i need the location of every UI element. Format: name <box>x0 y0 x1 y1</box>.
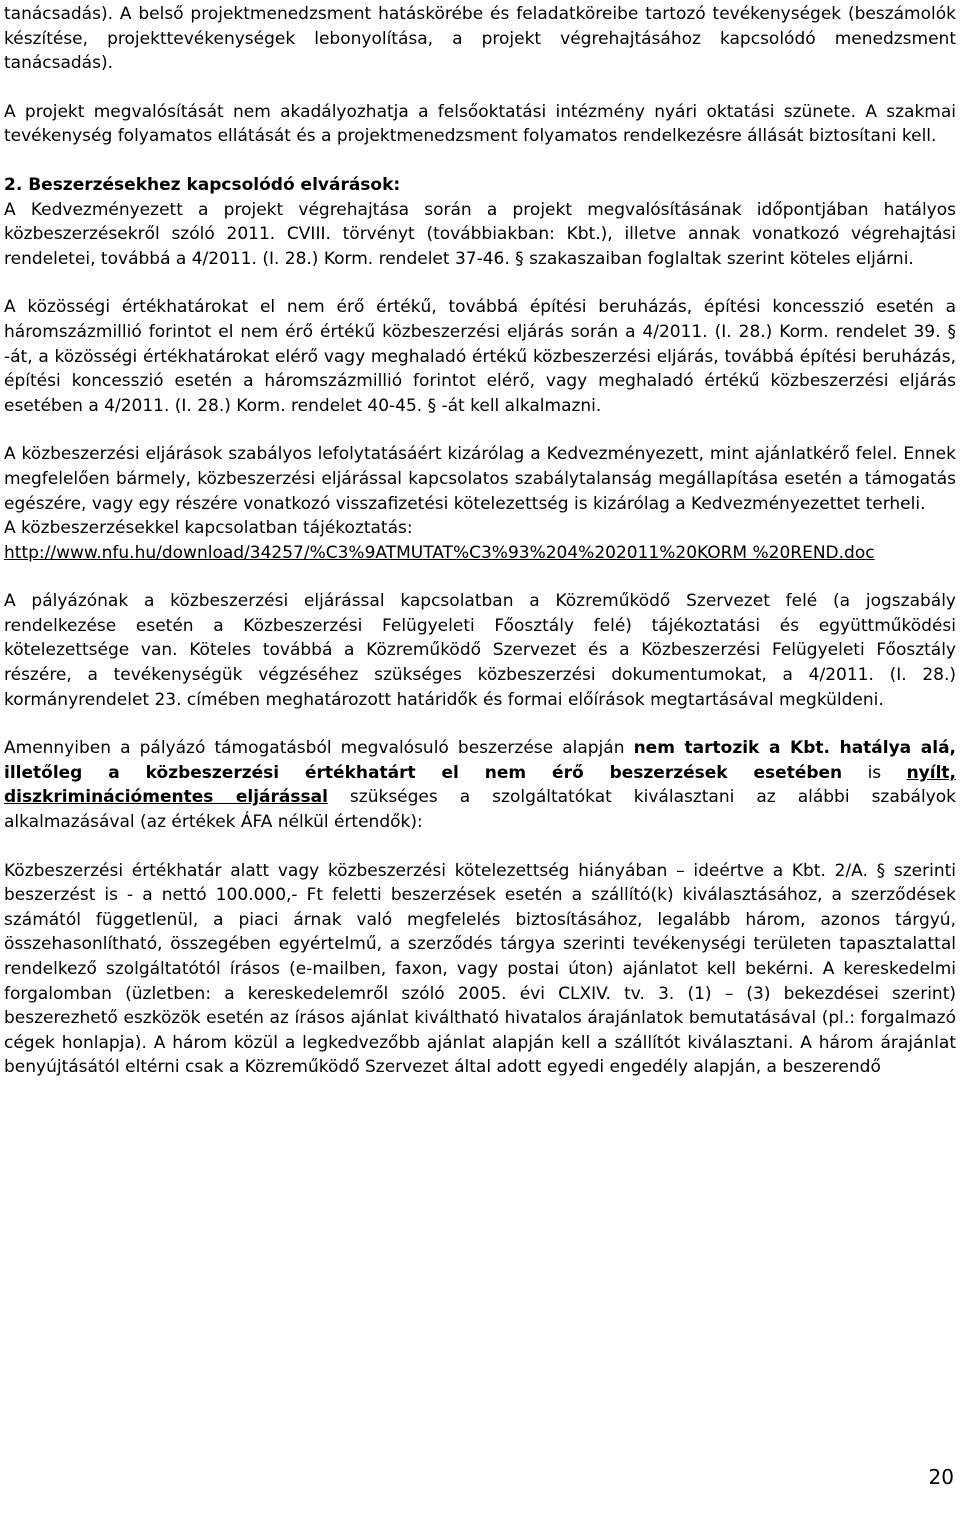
paragraph-gap <box>4 712 956 736</box>
paragraph-gap <box>4 565 956 589</box>
document-body <box>4 2 956 1080</box>
paragraph-open-procedure <box>4 736 956 834</box>
paragraph-info-label: A közbeszerzésekkel kapcsolatban tájékoztatás: <box>4 518 413 539</box>
paragraph-gap <box>4 271 956 295</box>
open-procedure-bold-underlined: nyílt, diszkriminációmentes eljárással <box>4 762 957 808</box>
paragraph-summer-break: A projekt megvalósítását nem akadályozhatja a felsőoktatási intézmény nyári oktatási szünete. A szakmai tevékenység folyamatos ellátását és a projektmenedzsment folyamatos rendelkezésre állását biztosítani kell. <box>4 101 956 147</box>
paragraph-gap <box>4 76 956 100</box>
open-procedure-text-c: is <box>842 762 907 783</box>
paragraph-gap <box>4 149 956 173</box>
paragraph-below-threshold: Közbeszerzési értékhatár alatt vagy közbeszerzési kötelezettség hiányában – ideértve a Kbt. 2/A. § szerinti beszerzést is - a nettó 100.000,- Ft feletti beszerzések esetén a szállító(k) kiválasztásához, a szerződések számától függetlenül, a piaci árnak való megfelelés biztosításához, legalább három, azonos tárgyú, összehasonlítható, összegében egyértelmű, a szerződés tárgya szerinti tevékenységi területen tapasztalattal rendelkező szolgáltatótól írásos (e-mailben, faxon, vagy postai úton) ajánlatot kell bekérni. A kereskedelmi forgalomban (üzletben: a kereskedelemről szóló 2005. évi CLXIV. tv. 3. (1) – (3) bekezdései szerint) beszerezhető eszközök esetén az írásos ajánlat kiváltható hivatalos árajánlatok bemutatásával (pl.: forgalmazó cégek honlapja). A három közül a legkedvezőbb ajánlat alapján kell a szállítót kiválasztani. A három árajánlat benyújtásától eltérni csak a Közreműködő Szervezet által adott egyedi engedély alapján, a beszerendő <box>4 860 956 1078</box>
paragraph-beneficiary-obligation: A Kedvezményezett a projekt végrehajtása során a projekt megvalósításának időpontjában hatályos közbeszerzésekről szóló 2011. CVIII. törvényt (továbbiakban: Kbt.), illetve annak vonatkozó végrehajtási rendeletei, továbbá a 4/2011. (I. 28.) Korm. rendelet 37-46. § szakaszaiban foglaltak szerint köteles eljárni. <box>4 199 956 269</box>
paragraph-community-thresholds: A közösségi értékhatárokat el nem érő értékű, továbbá építési beruházás, építési koncesszió esetén a háromszázmillió forintot el nem érő értékű közbeszerzési eljárás során a 4/2011. (I. 28.) Korm. rendelet 39. § -át, a közösségi értékhatárokat elérő vagy meghaladó értékű közbeszerzési eljárás, továbbá építési beruházás, építési koncesszió esetén a háromszázmillió forintot elérő, vagy meghaladó értékű közbeszerzési eljárás esetében a 4/2011. (I. 28.) Korm. rendelet 40-45. § -át kell alkalmazni. <box>4 297 956 416</box>
open-procedure-bold-condition: nem tartozik a Kbt. hatálya alá, illetőleg a közbeszerzési értékhatárt el nem érő beszerzések esetében <box>4 738 956 783</box>
section-heading-procurement: 2. Beszerzésekhez kapcsolódó elvárások: <box>4 174 401 195</box>
paragraph-reporting-duty: A pályázónak a közbeszerzési eljárással kapcsolatban a Közreműködő Szervezet felé (a jogszabály rendelkezése esetén a Közbeszerzési Felügyeleti Főosztály felé) tájékoztatási és együttműködési kötelezettsége van. Köteles továbbá a Közreműködő Szervezet és a Közbeszerzési Felügyeleti Főosztály részére, a tevékenységük végzéséhez szükséges közbeszerzési dokumentumokat, a 4/2011. (I. 28.) kormányrendelet 23. címében meghatározott határidők és formai előírások megtartásával megküldeni. <box>4 591 956 710</box>
open-procedure-text-a: Amennyiben a pályázó támogatásból megvalósuló beszerzése alapján <box>4 738 634 759</box>
paragraph-responsibility: A közbeszerzési eljárások szabályos lefolytatásáért kizárólag a Kedvezményezett, mint ajánlatkérő felel. Ennek megfelelően bármely, közbeszerzési eljárással kapcsolatos szabálytalanság megállapítása esetén a támogatás egészére, vagy egy részére vonatkozó visszafizetési kötelezettség is kizárólag a Kedvezményezettet terheli. <box>4 444 956 514</box>
paragraph-gap <box>4 835 956 859</box>
open-procedure-text-e: szükséges a szolgáltatókat kiválasztani az alábbi szabályok alkalmazásával (az értékek ÁFA nélkül értendők): <box>4 787 957 833</box>
procurement-info-link[interactable]: http://www.nfu.hu/download/34257/%C3%9ATMUTAT%C3%93%204%202011%20KORM %20REND.doc <box>4 542 875 563</box>
page-number: 20 <box>928 1465 954 1489</box>
paragraph-internal-pm: tanácsadás). A belső projektmenedzsment hatáskörébe és feladatköreibe tartozó tevékenységek (beszámolók készítése, projekttevékenységek lebonyolítása, a projekt végrehajtásához kapcsolódó menedzsment tanácsadás). <box>4 4 956 74</box>
paragraph-gap <box>4 418 956 442</box>
